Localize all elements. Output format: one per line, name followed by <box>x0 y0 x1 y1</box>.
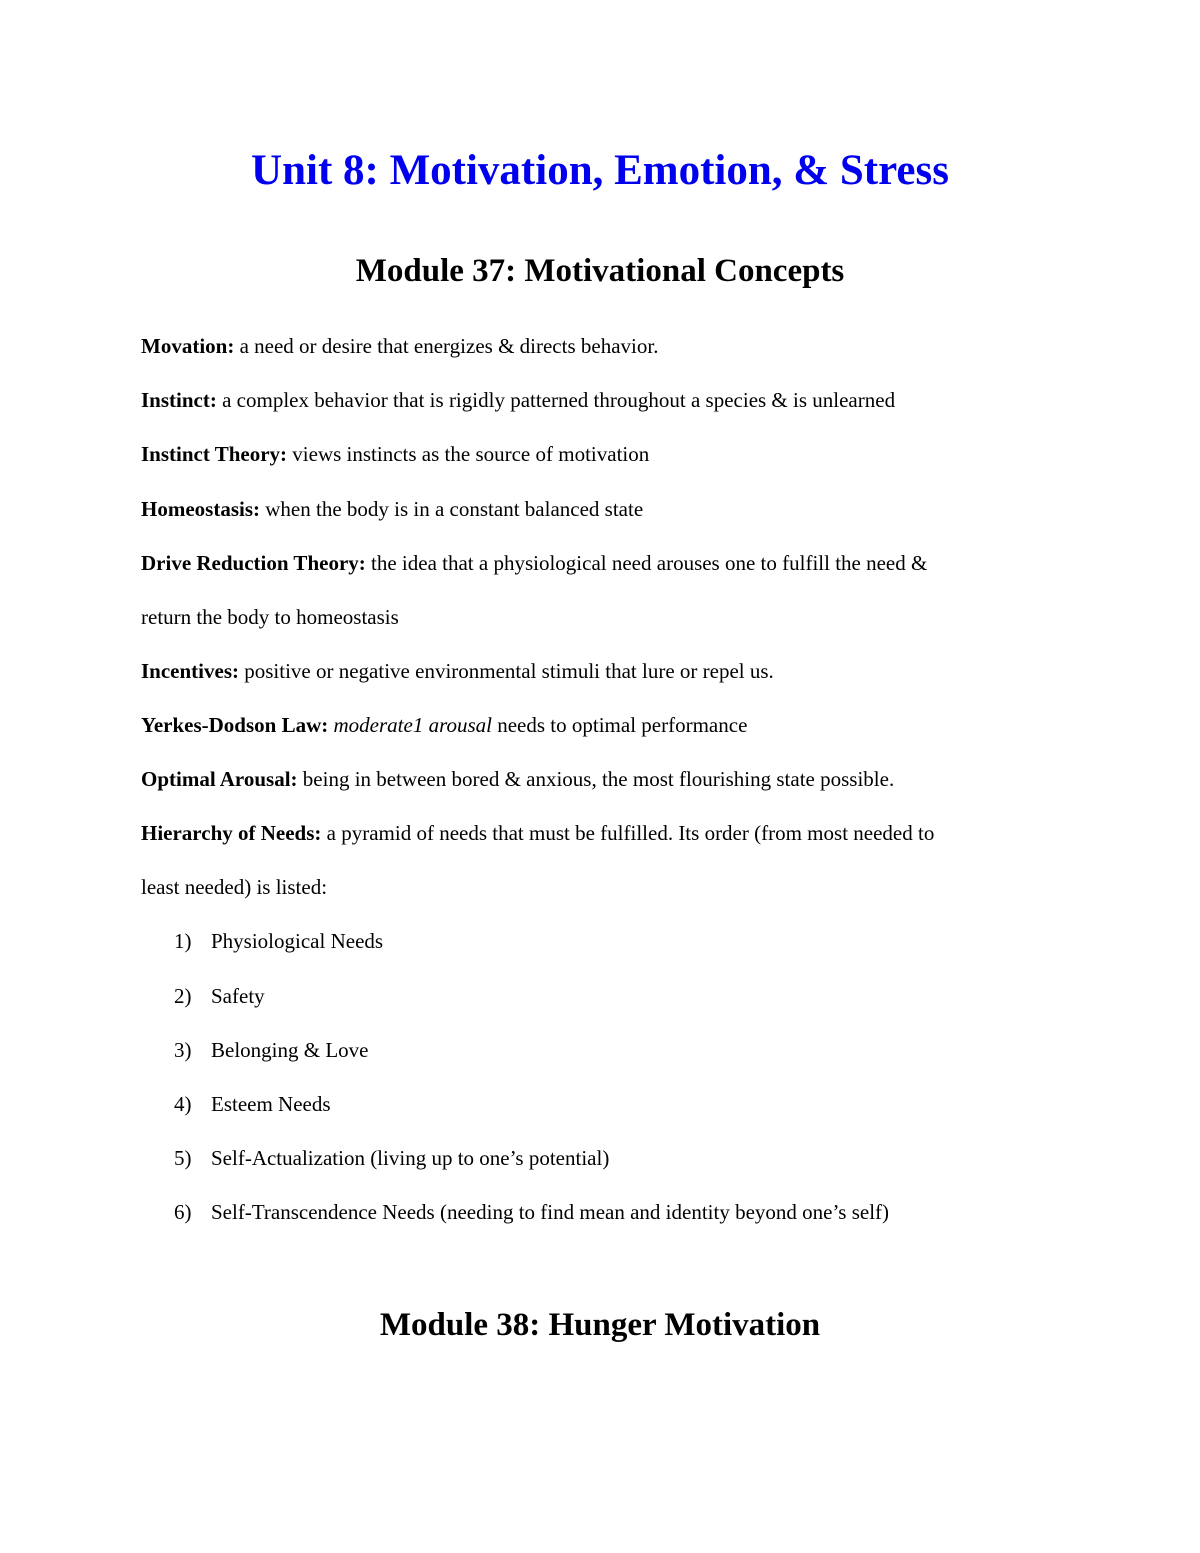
definition-text: needs to optimal performance <box>491 713 748 737</box>
definition-homeostasis <box>141 494 1101 524</box>
definition-yerkes-dodson-law <box>141 710 1101 740</box>
term: Yerkes-Dodson Law: <box>141 713 329 737</box>
definition-instinct <box>141 385 1101 415</box>
list-text: Esteem Needs <box>211 1092 331 1116</box>
definition-text: a pyramid of needs that must be fulfilled. Its order (from most needed to <box>321 821 935 845</box>
definition-text: positive or negative environmental stimuli that lure or repel us. <box>239 659 774 683</box>
term: Movation: <box>141 334 235 358</box>
list-text: Physiological Needs <box>211 929 384 953</box>
list-item <box>174 1143 609 1173</box>
list-number: 1) <box>174 929 192 953</box>
definition-optimal-arousal <box>141 764 1101 794</box>
list-item <box>174 981 265 1011</box>
list-number: 5) <box>174 1146 192 1170</box>
definition-movation <box>141 331 1101 361</box>
definition-instinct-theory <box>141 439 1101 469</box>
list-text: Self-Actualization (living up to one’s potential) <box>211 1146 610 1170</box>
definition-drive-reduction-theory <box>141 548 1101 578</box>
module-38-title: Module 38: Hunger Motivation <box>379 1307 821 1343</box>
definition-text: being in between bored & anxious, the most flourishing state possible. <box>297 767 895 791</box>
list-number: 2) <box>174 984 192 1008</box>
term: Optimal Arousal: <box>141 767 298 791</box>
definition-drive-reduction-continuation: return the body to homeostasis <box>141 605 399 629</box>
term: Incentives: <box>141 659 239 683</box>
definition-text: views instincts as the source of motivation <box>287 442 650 466</box>
list-text: Belonging & Love <box>211 1038 369 1062</box>
list-item <box>174 1089 331 1119</box>
list-item <box>174 1035 368 1065</box>
definition-hierarchy-of-needs <box>141 818 1101 848</box>
list-number: 4) <box>174 1092 192 1116</box>
definition-text: when the body is in a constant balanced state <box>260 497 644 521</box>
term: Instinct: <box>141 388 217 412</box>
definition-text: the idea that a physiological need arouses one to fulfill the need & <box>365 551 928 575</box>
definition-hierarchy-continuation: least needed) is listed: <box>141 875 328 899</box>
definition-text: a need or desire that energizes & directs behavior. <box>234 334 659 358</box>
term: Drive Reduction Theory: <box>141 551 366 575</box>
module-37-title: Module 37: Motivational Concepts <box>355 253 845 289</box>
unit-title: Unit 8: Motivation, Emotion, & Stress <box>251 147 949 194</box>
term: Homeostasis: <box>141 497 260 521</box>
term: Instinct Theory: <box>141 442 288 466</box>
definition-text: a complex behavior that is rigidly patterned throughout a species & is unlearned <box>216 388 896 412</box>
definition-incentives <box>141 656 1101 686</box>
list-number: 3) <box>174 1038 192 1062</box>
list-text: Self-Transcendence Needs (needing to find mean and identity beyond one’s self) <box>211 1200 890 1224</box>
emphasis-text: moderate1 arousal <box>333 713 492 737</box>
list-text: Safety <box>211 984 265 1008</box>
term: Hierarchy of Needs: <box>141 821 322 845</box>
list-item <box>174 926 383 956</box>
list-item <box>174 1197 889 1227</box>
list-number: 6) <box>174 1200 192 1224</box>
